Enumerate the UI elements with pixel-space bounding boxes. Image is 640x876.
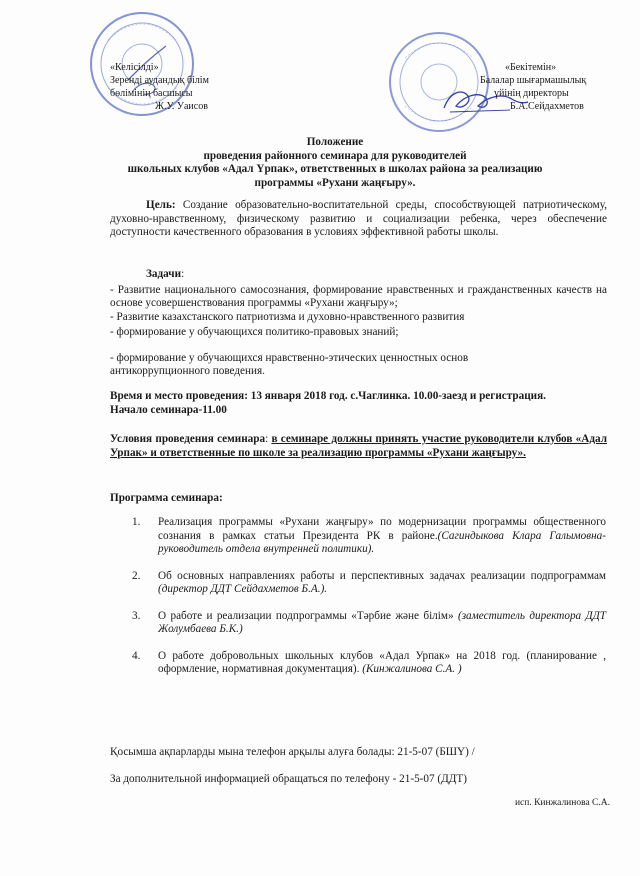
program-item <box>132 649 606 677</box>
program-item-number: 4. <box>132 649 141 662</box>
approval-left-line4: Ж.У. Уаисов <box>155 101 208 112</box>
approval-right-line2: Балалар шығармашылық <box>480 75 587 86</box>
program-item-note: (Кинжалинова С.А. ) <box>362 663 462 675</box>
program-item-text: О работе добровольных школьных клубов «Адал Урпак» на 2018 год. (планирование , оформление, нормативная документация). <box>158 649 606 675</box>
approval-right-line1: «Бекітемін» <box>505 62 557 73</box>
program-item-note: (Сагиндыкова Клара Галымовна-руководитель отдела внутренней политики). <box>158 529 606 555</box>
program-item-text: О работе и реализации подпрограммы «Тәрбие және білім» <box>158 609 454 622</box>
program-item-number: 3. <box>132 609 141 622</box>
program-list <box>132 516 607 690</box>
conditions-label: Условия проведения семинара <box>110 433 266 445</box>
task-item-4: - формирование у обучающихся нравственно-этических ценностных основ антикоррупционного поведения. <box>110 351 469 377</box>
approval-right-line4: Б.А.Сейдахметов <box>510 101 584 112</box>
task-item-1: - Развитие национального самосознания, формирование нравственных и гражданственных качеств на основе усовершенствования программы «Рухани жаңғыру»; <box>110 283 607 309</box>
title-line1: Положение <box>306 136 364 148</box>
approval-right-line3: үйінің директоры <box>494 88 569 99</box>
tasks-heading <box>110 268 607 282</box>
document-title <box>100 136 570 190</box>
goal-label: Цель: <box>146 199 176 211</box>
contact-russian: За дополнительной информацией обращаться по телефону - 21-5-07 (ДДТ) <box>110 773 467 785</box>
tasks-label: Задачи <box>146 268 182 280</box>
time-place: Время и место проведения: 13 января 2018 год. с.Чаглинка. 10.00-заезд и регистрация. Начало семинара-11.00 <box>110 390 546 416</box>
approval-block-right <box>470 61 630 113</box>
program-item-note: (директор ДДТ Сейдахметов Б.А.). <box>158 583 328 595</box>
tasks-section <box>110 268 607 379</box>
title-line3: школьных клубов «Адал Үрпак», ответственных в школах района за реализацию <box>127 163 543 175</box>
executor-note: исп. Кинжалинова С.А. <box>514 798 610 808</box>
conditions-text: в семинаре должны принять участие руководители клубов «Адал Урпак» и ответственные по школе за реализацию программы «Рухани жаңғыру». <box>110 433 607 459</box>
program-item <box>132 609 607 637</box>
conditions-colon: : <box>265 433 269 445</box>
program-item-number: 1. <box>132 516 141 528</box>
task-item-2: - Развитие казахстанского патриотизма и духовно-нравственного развития <box>110 310 465 323</box>
program-item <box>132 516 606 557</box>
tasks-colon: : <box>181 268 185 280</box>
approval-block-left <box>110 61 270 113</box>
goal-paragraph <box>110 199 607 240</box>
program-item-text: Об основных направлениях работы и перспективных задачах реализации подпрограммам <box>158 569 606 582</box>
approval-left-line3: бөлімінің басшысы <box>110 88 193 99</box>
title-line4: программы «Рухани жаңғыру». <box>254 176 416 189</box>
program-item-number: 2. <box>132 569 141 582</box>
title-line2: проведения районного семинара для руководителей <box>203 149 467 162</box>
program-item-note: (заместитель директора ДДТ Жолумбаева Б.К.) <box>158 609 607 635</box>
program-heading: Программа семинара: <box>110 492 223 504</box>
program-item <box>132 569 606 597</box>
task-item-3: - формирование у обучающихся политико-правовых знаний; <box>110 326 399 338</box>
contact-kazakh: Қосымша ақпарларды мына телефон арқылы алуға болады: 21-5-07 (БШҮ) / <box>110 746 475 758</box>
program-item-text: Реализация программы «Рухани жаңғыру» по модернизации программы общественного сознания в рамках статьи Президента РК в районе. <box>158 516 606 542</box>
approval-left-line1: «Келісілді» <box>110 62 159 73</box>
approval-left-line2: Зеренді аудандық білім <box>110 75 209 86</box>
goal-text: Создание образовательно-воспитательной среды, способствующей патриотическому, духовно-нравственному, физическому развитию и социализации ребенка, через обеспечение доступности качественного образования в условиях эффективной работы школы. <box>110 199 608 238</box>
conditions-paragraph <box>110 433 607 460</box>
